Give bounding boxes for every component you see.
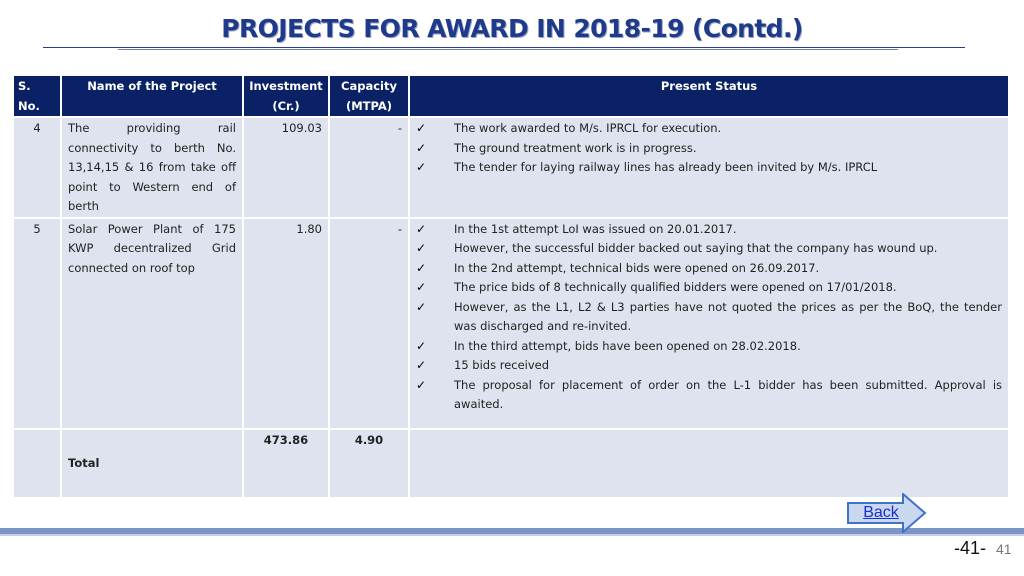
status-list: [416, 220, 1002, 415]
total-row: [14, 430, 1008, 497]
title-underline-inner: [118, 49, 898, 50]
page-title: PROJECTS FOR AWARD IN 2018-19 (Contd.): [221, 14, 803, 43]
checkmark-icon: ✓: [416, 299, 427, 314]
header-present-status: Present Status: [410, 76, 1008, 116]
cell-project-name: The providing rail connectivity to berth No. 13,14,15 & 16 from take off point to Western end of berth: [62, 118, 242, 217]
checkmark-icon: ✓: [416, 140, 427, 155]
list-item: [416, 119, 1002, 139]
cell-sno: 5: [14, 219, 60, 428]
status-text: The ground treatment work is in progress.: [454, 140, 697, 155]
checkmark-icon: ✓: [416, 338, 427, 353]
title-underline: [43, 47, 965, 48]
cell-project-name: Solar Power Plant of 175 KWP decentralized Grid connected on roof top: [62, 219, 242, 428]
total-capacity: 4.90: [330, 430, 408, 497]
header-capacity: Capacity (MTPA): [330, 76, 408, 116]
footer-divider-light: [0, 534, 1024, 536]
cell-capacity: -: [330, 118, 408, 217]
back-label[interactable]: Back: [863, 504, 899, 521]
checkmark-icon: ✓: [416, 121, 427, 135]
list-item: [416, 139, 1002, 159]
checkmark-icon: ✓: [416, 241, 427, 255]
header-project-name: Name of the Project: [62, 76, 242, 116]
status-text: In the 2nd attempt, technical bids were opened on 26.09.2017.: [454, 260, 820, 275]
status-text: 15 bids received: [454, 358, 550, 372]
cell-sno-empty: [14, 430, 60, 497]
list-item: [416, 278, 1002, 298]
list-item: [416, 239, 1002, 259]
list-item: [416, 259, 1002, 279]
list-item: [416, 337, 1002, 357]
table-row: [14, 219, 1008, 428]
table-row: [14, 118, 1008, 217]
status-text: The work awarded to M/s. IPRCL for execution.: [454, 121, 722, 135]
cell-capacity: -: [330, 219, 408, 428]
status-text: The proposal for placement of order on the L-1 bidder has been submitted. Approval is awaited.: [454, 377, 1002, 411]
checkmark-icon: ✓: [416, 377, 427, 392]
list-item: [416, 356, 1002, 376]
list-item: [416, 158, 1002, 178]
status-text: In the 1st attempt LoI was issued on 20.01.2017.: [454, 221, 737, 236]
list-item: [416, 376, 1002, 415]
back-button[interactable]: [847, 493, 925, 531]
checkmark-icon: ✓: [416, 358, 427, 372]
status-text: The tender for laying railway lines has already been invited by M/s. IPRCL: [454, 160, 878, 174]
cell-sno: 4: [14, 118, 60, 217]
projects-table: [12, 74, 1010, 499]
cell-present-status: [410, 219, 1008, 428]
status-text: In the third attempt, bids have been opened on 28.02.2018.: [454, 338, 801, 353]
status-text: However, as the L1, L2 & L3 parties have not quoted the prices as per the BoQ, the tender was discharged and re-invited.: [454, 299, 1002, 333]
cell-investment: 1.80: [244, 219, 328, 428]
page-number: -41-: [954, 538, 987, 558]
cell-present-status: [410, 118, 1008, 217]
status-text: However, the successful bidder backed out saying that the company has wound up.: [454, 241, 938, 255]
checkmark-icon: ✓: [416, 260, 427, 275]
cell-investment: 109.03: [244, 118, 328, 217]
table-header-row: [14, 76, 1008, 116]
checkmark-icon: ✓: [416, 160, 427, 174]
checkmark-icon: ✓: [416, 221, 427, 236]
slide-number: 41: [996, 541, 1012, 557]
cell-status-empty: [410, 430, 1008, 497]
header-sno: S. No.: [14, 76, 60, 116]
checkmark-icon: ✓: [416, 280, 427, 294]
status-list: [416, 119, 1002, 178]
status-text: The price bids of 8 technically qualified bidders were opened on 17/01/2018.: [454, 280, 897, 294]
header-investment: Investment (Cr.): [244, 76, 328, 116]
list-item: [416, 220, 1002, 240]
total-label: Total: [62, 430, 242, 497]
total-investment: 473.86: [244, 430, 328, 497]
list-item: [416, 298, 1002, 337]
